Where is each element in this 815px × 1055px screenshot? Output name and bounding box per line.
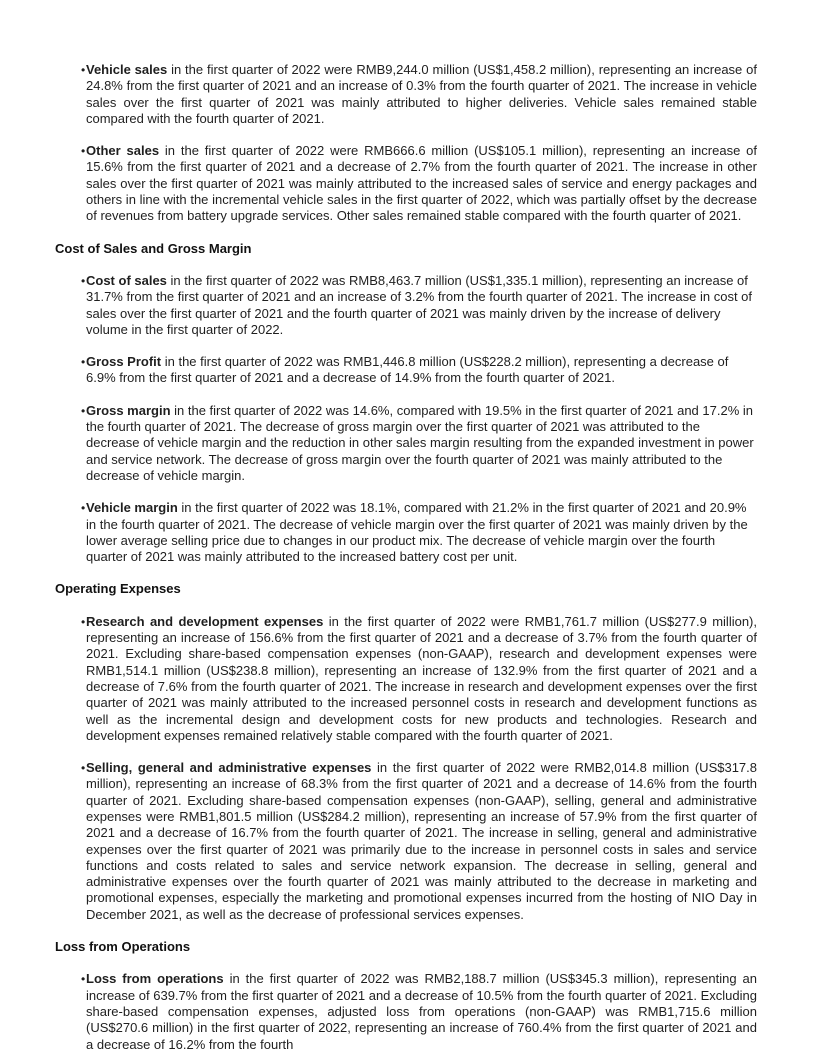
bullet-other-sales: [55, 143, 757, 224]
bullet-vehicle-margin: [55, 500, 757, 565]
paragraph: [86, 354, 757, 387]
bullet-icon: •: [81, 972, 86, 987]
bullet-lead: Gross margin: [86, 402, 171, 418]
bullet-selling-general-and-administrative-expenses: [55, 760, 757, 923]
bullet-icon: •: [81, 614, 86, 629]
bullet-text: in the first quarter of 2022 were RMB1,761.7 million (US$277.9 million), representing an increase of 156.6% from the first quarter of 2021 and a decrease of 3.7% from the fourth quarter of 2021. Excluding share-based compensation expenses (non-GAAP), research and development expenses were RMB1,514.1 million (US$238.8 million), representing an increase of 132.9% from the first quarter of 2021 and a decrease of 7.6% from the fourth quarter of 2021. The increase in research and development expenses over the first quarter of 2021 was mainly attributed to the increased personnel costs in research and development functions as well as the incremental design and development costs for new products and technologies. Research and development expenses remained relatively stable compared with the fourth quarter of 2021.: [86, 613, 757, 743]
bullet-icon: •: [81, 501, 86, 516]
bullet-lead: Vehicle sales: [86, 62, 168, 77]
bullet-icon: •: [81, 761, 86, 776]
bullet-text: in the first quarter of 2022 were RMB666.6 million (US$105.1 million), representing an increase of 15.6% from the first quarter of 2021 and a decrease of 2.7% from the fourth quarter of 2021. The increase in other sales over the first quarter of 2021 was mainly attributed to the increased sales of service and energy packages and others in line with the incremental vehicle sales in the first quarter of 2022, which was partially offset by the decrease of revenues from battery upgrade services. Other sales remained stable compared with the fourth quarter of 2021.: [86, 143, 757, 224]
bullet-lead: Vehicle margin: [86, 500, 178, 516]
paragraph: [86, 500, 757, 565]
bullet-lead: Research and development expenses: [86, 613, 324, 629]
bullet-cost-of-sales: [55, 273, 757, 338]
bullet-icon: •: [81, 355, 86, 370]
bullet-icon: •: [81, 63, 86, 77]
bullet-gross-margin: [55, 403, 757, 484]
bullet-icon: •: [81, 403, 86, 418]
bullet-research-and-development-expenses: [55, 614, 757, 744]
heading-loss-from-operations: Loss from Operations: [55, 939, 191, 955]
bullet-gross-profit: [55, 354, 757, 387]
bullet-text: in the first quarter of 2022 were RMB2,014.8 million (US$317.8 million), representing an increase of 68.3% from the first quarter of 2021 and a decrease of 14.6% from the fourth quarter of 2021. Excluding share-based compensation expenses (non-GAAP), selling, general and administrative expenses were RMB1,801.5 million (US$284.2 million), representing an increase of 57.9% from the first quarter of 2021 and a decrease of 16.7% from the fourth quarter of 2021. The increase in selling, general and administrative expenses over the first quarter of 2021 was primarily due to the increase in personnel costs in sales and service functions and costs related to sales and service network expansion. The decrease in selling, general and administrative expenses over the fourth quarter of 2021 was mainly attributed to the decrease in marketing and promotional expenses, especially the marketing and promotional expenses incurred from the hosting of NIO Day in December 2021, as well as the decrease of professional services expenses.: [86, 760, 757, 922]
bullet-lead: Cost of sales: [86, 272, 167, 288]
bullet-text: in the first quarter of 2022 was RMB1,446.8 million (US$228.2 million), representing a decrease of 6.9% from the first quarter of 2021 and a decrease of 14.9% from the fourth quarter of 2021.: [86, 354, 729, 386]
heading-operating-expenses: Operating Expenses: [55, 581, 181, 597]
paragraph: [86, 760, 757, 923]
bullet-icon: •: [81, 273, 86, 288]
paragraph: [86, 614, 757, 744]
bullet-text: in the first quarter of 2022 was 18.1%, compared with 21.2% in the first quarter of 2021 and 20.9% in the fourth quarter of 2021. The decrease of vehicle margin over the first quarter of 2021 was mainly driven by the lower average selling price due to changes in our product mix. The decrease of vehicle margin over the fourth quarter of 2021 was mainly attributed to the increased battery cost per unit.: [86, 500, 748, 565]
bullet-text: in the first quarter of 2022 was RMB8,463.7 million (US$1,335.1 million), representing an increase of 31.7% from the first quarter of 2021 and an increase of 3.2% from the fourth quarter of 2021. The increase in cost of sales over the first quarter of 2021 and the fourth quarter of 2021 was mainly driven by the increase of delivery volume in the first quarter of 2022.: [86, 272, 753, 337]
bullet-vehicle-sales: [55, 62, 757, 127]
paragraph: [86, 273, 757, 338]
bullet-lead: Loss from operations: [86, 971, 224, 987]
paragraph: [86, 62, 757, 127]
heading-cost-of-sales-and-gross-margin: Cost of Sales and Gross Margin: [55, 240, 252, 256]
paragraph: [86, 143, 757, 224]
bullet-text: in the first quarter of 2022 was RMB2,188.7 million (US$345.3 million), representing an increase of 639.7% from the first quarter of 2021 and a decrease of 10.5% from the fourth quarter of 2021. Excluding share-based compensation expenses, adjusted loss from operations (non-GAAP) was RMB1,715.6 million (US$270.6 million) in the first quarter of 2022, representing an increase of 760.4% from the first quarter of 2021 and a decrease of 16.2% from the fourth: [86, 971, 757, 1052]
paragraph: [86, 971, 757, 1052]
bullet-lead: Other sales: [86, 143, 160, 159]
bullet-loss-from-operations: [55, 971, 757, 1052]
bullet-lead: Gross Profit: [86, 354, 162, 370]
bullet-text: in the first quarter of 2022 were RMB9,244.0 million (US$1,458.2 million), representing an increase of 24.8% from the first quarter of 2021 and an increase of 0.3% from the fourth quarter of 2021. The increase in vehicle sales over the first quarter of 2021 was mainly attributed to higher deliveries. Vehicle sales remained stable compared with the fourth quarter of 2021.: [86, 62, 757, 126]
bullet-icon: •: [81, 144, 86, 159]
paragraph: [86, 403, 757, 484]
bullet-text: in the first quarter of 2022 was 14.6%, compared with 19.5% in the first quarter of 2021 and 17.2% in the fourth quarter of 2021. The decrease of gross margin over the first quarter of 2021 was attributed to the decrease of vehicle margin and the reduction in other sales margin resulting from the expanded investment in power and service network. The decrease of gross margin over the fourth quarter of 2021 was mainly attributed to the decrease of vehicle margin.: [86, 402, 754, 483]
bullet-lead: Selling, general and administrative expenses: [86, 760, 372, 776]
